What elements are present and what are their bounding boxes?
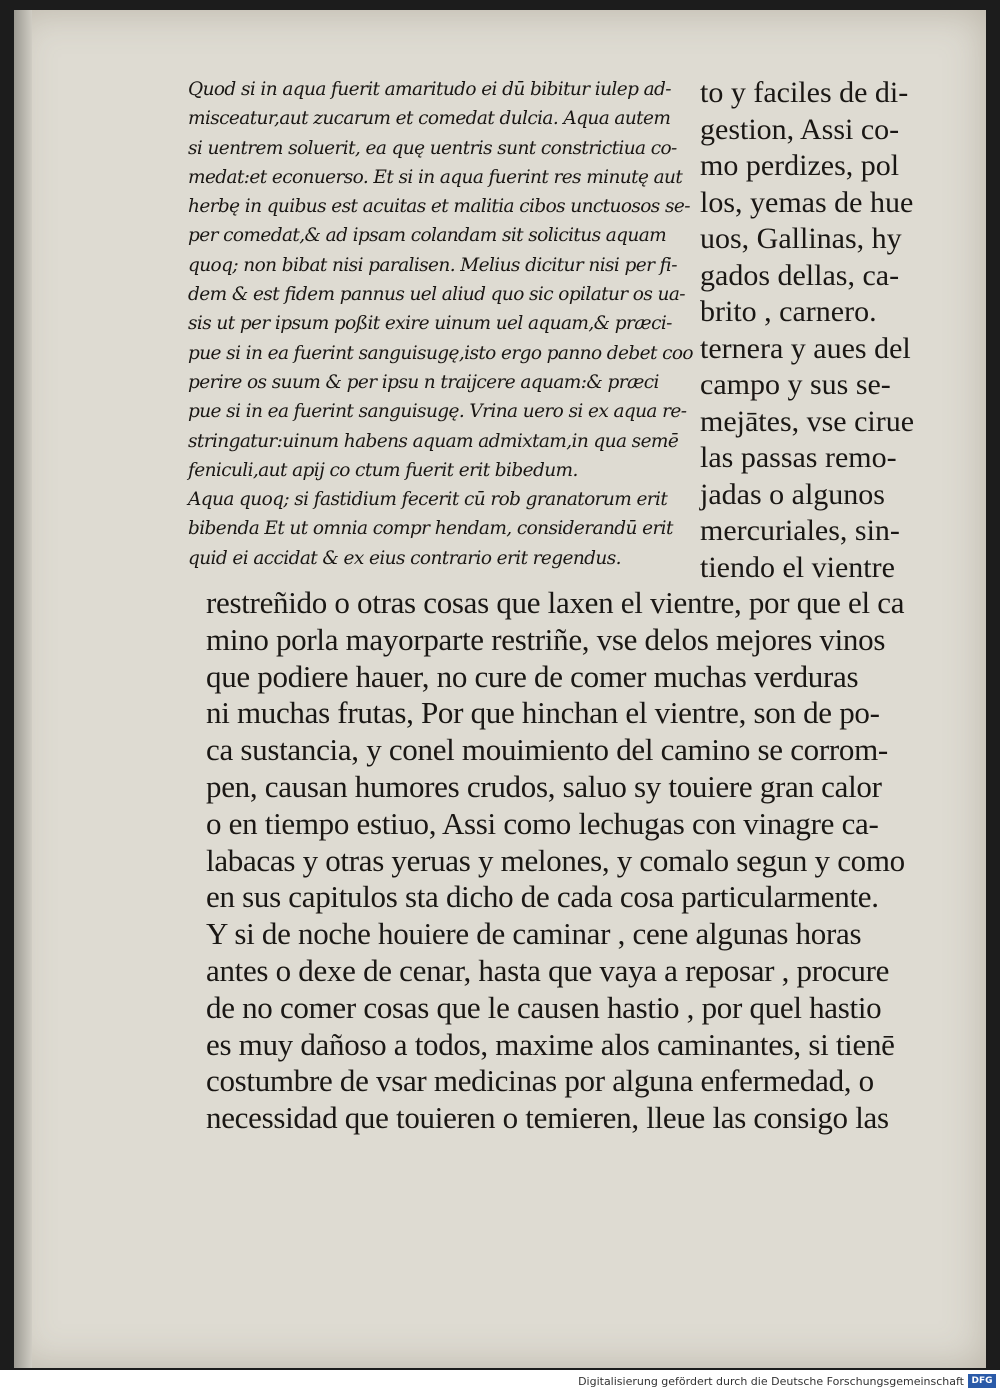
latin-line: dem & est fidem pannus uel aliud quo sic opilatur os ua- (188, 284, 685, 306)
latin-line: pue si in ea fuerint sanguisugę. Vrina uero si ex aqua re- (188, 401, 687, 423)
latin-line: quid ei accidat & ex eius contrario erit regendus. (188, 547, 621, 569)
right-column-line: mejātes, vse cirue (700, 404, 915, 438)
main-text-line: es muy dañoso a todos, maxime alos caminantes, si tienē (206, 1026, 895, 1062)
main-text-line: ni muchas frutas, Por que hinchan el vientre, son de po- (206, 695, 880, 731)
main-text-line: labacas y otras yeruas y melones, y comalo segun y como (206, 842, 905, 878)
latin-line: quoq; non bibat nisi paralisen. Melius dicitur nisi per fi- (188, 254, 677, 276)
right-column-line: gestion, Assi co- (700, 112, 900, 146)
right-column-line: gados dellas, ca- (700, 258, 900, 292)
page-edge (14, 10, 32, 1368)
right-column-line: uos, Gallinas, hy (700, 222, 902, 255)
dfg-logo: DFG (968, 1374, 996, 1388)
main-text-line: en sus capitulos sta dicho de cada cosa particularmente. (206, 879, 879, 915)
right-column-line: mo perdizes, pol (700, 149, 900, 182)
funding-credit: Digitalisierung gefördert durch die Deutsche Forschungsgemeinschaft (578, 1375, 964, 1388)
main-text-line: pen, causan humores crudos, saluo sy touiere gran calor (206, 768, 882, 804)
latin-line: feniculi,aut apij co ctum fuerit erit bibedum. (188, 459, 578, 481)
latin-line: per comedat,& ad ipsam colandam sit solicitus aquam (188, 225, 667, 247)
latin-line: Aqua quoq; si fastidium fecerit cū rob granatorum erit (188, 489, 668, 511)
latin-line: herbę in quibus est acuitas et malitia cibos unctuosos se- (188, 196, 690, 218)
right-column-line: to y faciles de di- (700, 76, 909, 109)
latin-line: si uentrem soluerit, ea quę uentris sunt constrictiua co- (188, 137, 677, 159)
digitization-footer (0, 1370, 1000, 1394)
main-text-line: necessidad que touieren o temieren, lleue las consigo las (206, 1100, 889, 1136)
main-text-line: o en tiempo estiuo, Assi como lechugas con vinagre ca- (206, 805, 879, 841)
latin-line: bibenda Et ut omnia compr hendam, considerandū erit (188, 518, 673, 540)
spanish-right-column (700, 75, 940, 586)
latin-line: pue si in ea fuerint sanguisugę,isto ergo panno debet coo (188, 342, 693, 364)
right-column-line: los, yemas de hue (700, 185, 914, 219)
right-column-line: mercuriales, sin- (700, 514, 900, 547)
main-text-line: que podiere hauer, no cure de comer muchas verduras (206, 658, 859, 694)
right-column-line: jadas o algunos (700, 477, 885, 511)
main-text-line: de no comer cosas que le causen hastio , por quel hastio (206, 989, 882, 1025)
right-column-line: ternera y aues del (700, 331, 911, 365)
latin-line: stringatur:uinum habens aquam admixtam,in qua semē (188, 430, 679, 452)
latin-line: Quod si in aqua fuerit amaritudo ei dū bibitur iulep ad- (188, 79, 671, 100)
right-column-line: campo y sus se- (700, 368, 891, 401)
right-column-line: brito , carnero. (700, 295, 877, 328)
latin-line: sis ut per ipsum poßit exire uinum uel aquam,& præci- (188, 313, 672, 335)
latin-line: perire os suum & per ipsu n traijcere aquam:& præci (188, 371, 659, 393)
right-column-line: las passas remo- (700, 441, 897, 474)
main-text-line: restreñido o otras cosas que laxen el vientre, por que el ca (206, 585, 905, 620)
spanish-main-text (206, 585, 946, 1137)
main-text-line: mino porla mayorparte restriñe, vse delos mejores vinos (206, 621, 886, 657)
latin-line: misceatur,aut zucarum et comedat dulcia. Aqua autem (188, 108, 671, 130)
main-text-line: costumbre de vsar medicinas por alguna enfermedad, o (206, 1063, 874, 1099)
main-text-line: Y si de noche houiere de caminar , cene algunas horas (206, 916, 862, 952)
right-column-line: tiendo el vientre (700, 550, 895, 584)
latin-line: medat:et econuerso. Et si in aqua fuerint res minutę aut (188, 166, 683, 188)
main-text-line: ca sustancia, y conel mouimiento del camino se corrom- (206, 732, 888, 768)
main-text-line: antes o dexe de cenar, hasta que vaya a reposar , procure (206, 952, 890, 988)
latin-commentary-block (188, 75, 693, 573)
